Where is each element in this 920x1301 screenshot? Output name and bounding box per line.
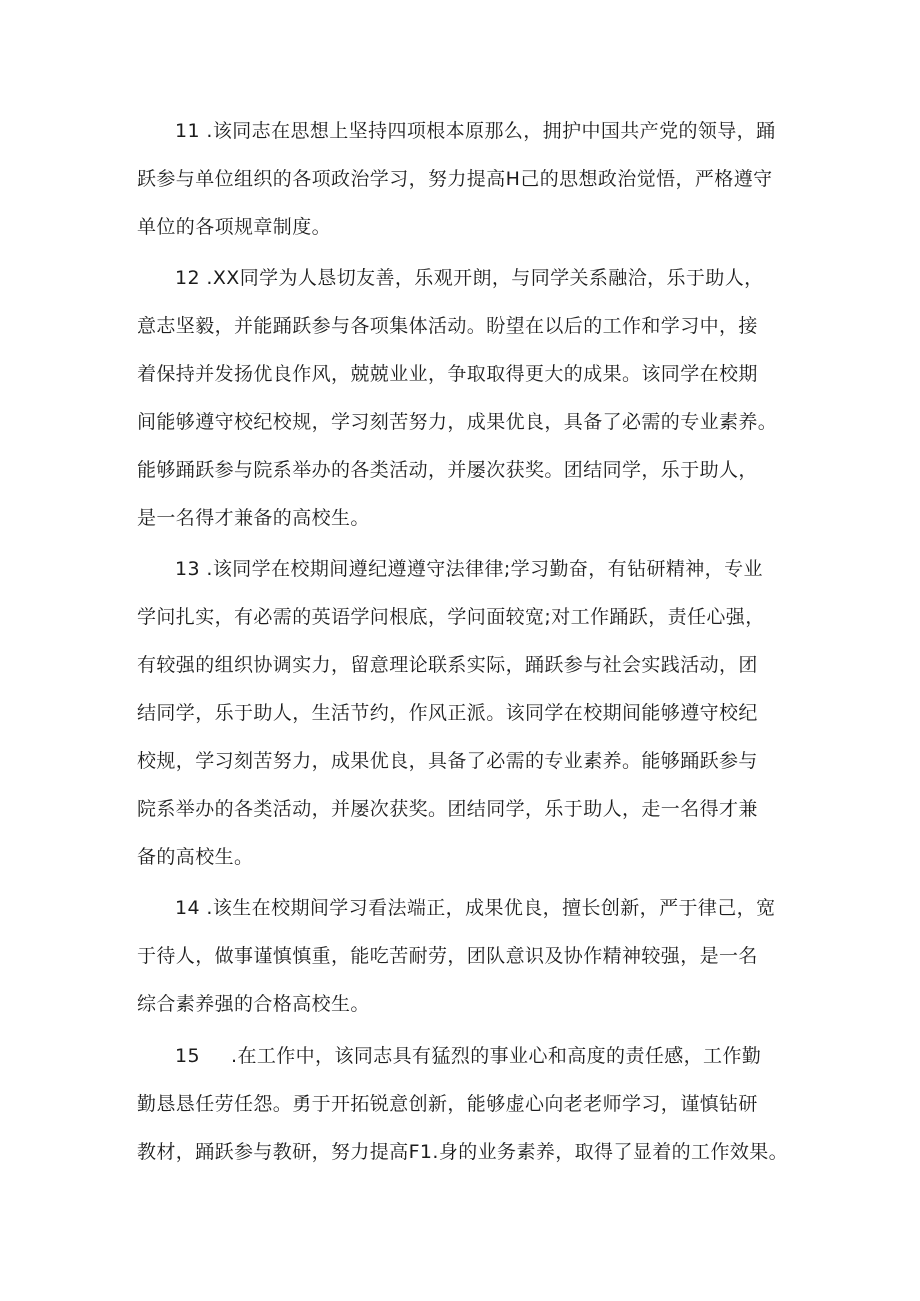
paragraph-11-line-2: 跃参与单位组织的各项政治学习，努力提高H己的思想政治觉悟，严格遵守: [137, 168, 773, 190]
item-number: 12: [175, 267, 200, 289]
paragraph-13-line-5: 校规，学习刻苦努力，成果优良，具备了必需的专业素养。能够踊跃参与: [137, 750, 758, 772]
paragraph-text: .该同志在思想上坚持四项根本原那么，拥护中国共产党的领导，踊: [199, 120, 776, 142]
paragraph-12-line-3: 着保持并发扬优良作风，兢兢业业，争取取得更大的成果。该同学在校期: [137, 363, 758, 385]
paragraph-13-line-4: 结同学，乐于助人，生活节约，作风正派。该同学在校期间能够遵守校纪: [137, 702, 758, 724]
paragraph-12-line-1: [175, 265, 764, 291]
item-number: 11: [175, 120, 200, 142]
paragraph-15-line-3: 教材，踊跃参与教研，努力提高F1.身的业务素养，取得了显着的工作效果。: [137, 1141, 789, 1163]
paragraph-13-line-7: 备的高校生。: [137, 846, 254, 868]
paragraph-12-line-2: 意志坚毅，并能踊跃参与各项集体活动。盼望在以后的工作和学习中，接: [137, 315, 758, 337]
paragraph-text: .XX同学为人恳切友善，乐观开朗，与同学关系融洽，乐于助人，: [199, 267, 764, 289]
paragraph-13-line-2: 学问扎实，有必需的英语学问根底，学问面较宽;对工作踊跃，责任心强，: [137, 606, 765, 628]
paragraph-text: .在工作中，该同志具有猛烈的事业心和高度的责任感，工作勤: [231, 1045, 762, 1067]
item-number: 14: [175, 897, 200, 919]
paragraph-text: .该同学在校期间遵纪遵遵守法律律;学习勤奋，有钻研精神，专业: [199, 558, 763, 580]
paragraph-15-line-1: [175, 1043, 761, 1069]
item-number: 13: [175, 558, 200, 580]
paragraph-13-line-3: 有较强的组织协调实力，留意理论联系实际，踊跃参与社会实践活动，团: [137, 654, 758, 676]
paragraph-12-line-6: 是一名得才兼备的高校生。: [137, 507, 370, 529]
item-number: 15: [175, 1045, 200, 1067]
paragraph-12-line-5: 能够踊跃参与院系举办的各类活动，并屡次获奖。团结同学，乐于助人，: [137, 459, 758, 481]
paragraph-12-line-4: 间能够遵守校纪校规，学习刻苦努力，成果优良，具备了必需的专业素养。: [137, 411, 778, 433]
paragraph-13-line-1: [175, 556, 763, 582]
paragraph-15-line-2: 勤恳恳任劳任怨。勇于开拓锐意创新，能够虚心向老老师学习，谨慎钻研: [137, 1093, 758, 1115]
paragraph-11-line-3: 单位的各项规章制度。: [137, 216, 332, 238]
paragraph-14-line-1: [175, 895, 775, 921]
paragraph-13-line-6: 院系举办的各类活动，并屡次获奖。团结同学，乐于助人，走一名得才兼: [137, 798, 758, 820]
paragraph-14-line-3: 综合素养强的合格高校生。: [137, 993, 370, 1015]
paragraph-11-line-1: [175, 118, 775, 144]
paragraph-14-line-2: 于待人，做事谨慎慎重，能吃苦耐劳，团队意识及协作精神较强，是一名: [137, 945, 758, 967]
paragraph-text: .该生在校期间学习看法端正，成果优良，擅长创新，严于律己，宽: [199, 897, 776, 919]
